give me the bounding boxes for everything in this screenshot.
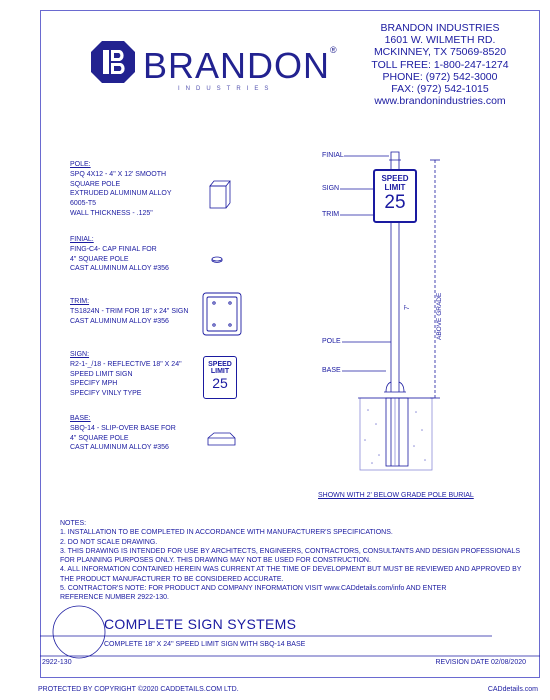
spec-line: 4" SQUARE POLE [70,255,129,263]
phone: PHONE: (972) 542-3000 [382,70,498,83]
note-line: 1. INSTALLATION TO BE COMPLETED IN ACCORDANCE WITH MANUFACTURER'S SPECIFICATIONS. [60,529,393,537]
dimension-value: 7' [404,304,411,310]
spec-line: TS1824N - TRIM FOR 18" x 24" SIGN [70,307,189,315]
callout-sign: SIGN [322,185,340,192]
fax: FAX: (972) 542-1015 [391,83,489,96]
above-grade-label: ABOVE GRADE [436,292,443,340]
title: COMPLETE SIGN SYSTEMS [104,616,297,632]
spec-pole [70,160,172,219]
note-line: 3. THIS DRAWING IS INTENDED FOR USE BY ARCHITECTS, ENGINEERS, CONTRACTORS, CONSULTANTS AND DESIGN PROFESSIONALS [60,547,520,555]
drawing-number: 2922-130 [42,659,72,666]
note-line: 5. CONTRACTOR'S NOTE: FOR PRODUCT AND COMPANY INFORMATION VISIT www.CADdetails.com/info AND ENTER [60,585,447,593]
toll-free: TOLL FREE: 1-800-247-1274 [371,58,509,71]
sign-line-1: SPEED [208,361,232,368]
spec-trim [70,297,188,326]
note-line: 4. ALL INFORMATION CONTAINED HEREIN WAS CURRENT AT THE TIME OF DEVELOPMENT BUT MUST BE REVIEWED AND APPROVED BY [60,566,522,574]
logo-wordmark: BRANDON® [143,45,338,86]
caddetails-link[interactable]: CADdetails.com [487,686,538,693]
spec-line: EXTRUDED ALUMINUM ALLOY [70,190,172,198]
brandon-logo-icon [90,40,136,84]
base-icon [208,433,235,445]
spec-line: SQUARE POLE [70,180,121,188]
pole-section-icon [210,181,230,208]
note-line: FOR PLANNING PURPOSES ONLY. THIS DRAWING MAY NOT BE USED FOR CONSTRUCTION. [60,557,371,565]
notes-heading: NOTES: [60,520,87,527]
spec-sign [70,350,182,399]
company-name: BRANDON INDUSTRIES [380,22,500,34]
concrete-footing [360,398,432,470]
spec-line: CAST ALUMINUM ALLOY #356 [70,317,169,325]
note-line: 2. DO NOT SCALE DRAWING. [60,538,158,546]
callout-pole: POLE [322,338,341,345]
spec-line: SPEED LIMIT SIGN [70,370,133,378]
spec-trim-header: TRIM: [70,298,90,305]
copyright: PROTECTED BY COPYRIGHT ©2020 CADDETAILS.COM LTD. [38,686,239,693]
spec-finial-header: FINIAL: [70,236,94,243]
revision-date: REVISION DATE 02/08/2020 [435,659,526,666]
notes-block [60,519,530,603]
finial-icon [212,257,222,263]
address-line-1: 1601 W. WILMETH RD. [384,34,496,47]
title-block-lines [40,604,540,660]
spec-line: CAST ALUMINUM ALLOY #356 [70,444,169,452]
title-circle [53,606,105,658]
dimension-label [404,305,411,310]
pole-burial-sleeve [386,398,408,466]
spec-finial [70,235,169,274]
sign-number: 25 [212,375,228,391]
main-sign [373,169,417,223]
main-sign-line-1: SPEED [381,174,409,183]
address-line-2: MCKINNEY, TX 75069-8520 [373,46,507,59]
callout-finial: FINIAL [322,152,344,159]
spec-line: SPECIFY VINLY TYPE [70,390,142,398]
spec-line: 4" SQUARE POLE [70,434,129,442]
main-sign-number: 25 [384,192,406,213]
callout-base: BASE [322,367,341,374]
drawing-caption: SHOWN WITH 2' BELOW GRADE POLE BURIAL [318,492,474,499]
spec-sign-header: SIGN: [70,351,90,358]
spec-base [70,414,176,453]
website-link[interactable]: www.brandonindustries.com [374,95,506,108]
spec-line: FING-C4- CAP FINIAL FOR [70,245,157,253]
spec-line: CAST ALUMINUM ALLOY #356 [70,265,169,273]
spec-line: R2-1-_/18 - REFLECTIVE 18" X 24" [70,360,182,368]
spec-line: SBQ-14 - SLIP-OVER BASE FOR [70,424,176,432]
trim-icon [203,293,241,335]
callout-trim: TRIM [322,211,340,218]
main-sign-line-2: LIMIT [384,183,406,192]
spec-line: SPQ 4X12 - 4" X 12' SMOOTH [70,170,167,178]
component-drawings [200,170,260,460]
sign-illustration [203,356,237,399]
logo-subtitle: INDUSTRIES [178,86,275,92]
finial-shape [389,152,401,160]
sign-line-2: LIMIT [210,368,230,375]
base-shape [384,382,406,392]
spec-line: SPECIFY MPH [70,380,118,388]
note-line: REFERENCE NUMBER 2922-130. [60,594,169,602]
spec-pole-header: POLE: [70,161,91,168]
subtitle: COMPLETE 18" X 24" SPEED LIMIT SIGN WITH SBQ-14 BASE [104,641,306,648]
spec-line: WALL THICKNESS - .125" [70,209,153,217]
contact-block [355,22,525,107]
spec-base-header: BASE: [70,415,91,422]
spec-line: 6005-T5 [70,200,97,208]
note-line: THE PRODUCT MANUFACTURER TO BE CONSIDERED ACCURATE. [60,575,284,583]
